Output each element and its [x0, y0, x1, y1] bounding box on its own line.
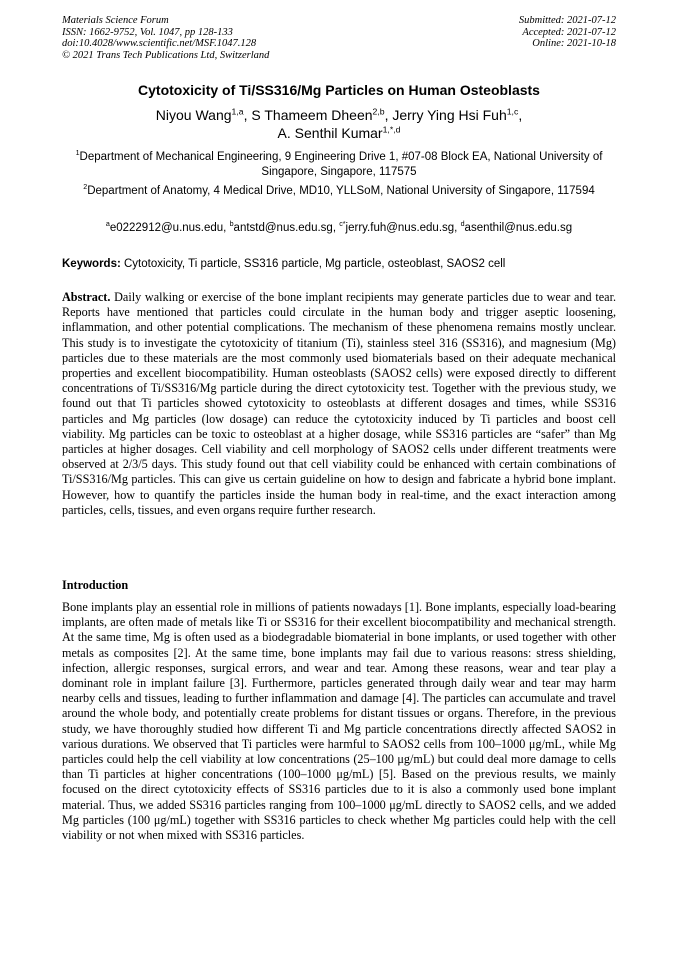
publication-dates — [519, 15, 616, 50]
doi-line: doi:10.4028/www.scientific.net/MSF.1047.128 — [62, 38, 257, 49]
journal-info — [62, 15, 269, 61]
email-address: antstd@nus.edu.sg, — [233, 222, 340, 234]
author-separator: , — [384, 107, 393, 123]
copyright-line: © 2021 Trans Tech Publications Ltd, Switzerland — [62, 49, 270, 61]
accepted-date: Accepted: 2021-07-12 — [522, 26, 616, 38]
author-separator: , — [243, 107, 252, 123]
author-list — [62, 106, 616, 142]
author-name: Jerry Ying Hsi Fuh — [392, 107, 507, 123]
issn-line: ISSN: 1662-9752, Vol. 1047, pp 128-133 — [62, 26, 233, 38]
author-emails — [62, 222, 616, 234]
affiliation-2 — [62, 184, 616, 199]
abstract-text: Daily walking or exercise of the bone implant recipients may generate particles due to wear and tear. Reports have mentioned that particles could circulate in the human body and trigger aseptic loosening, inflammation, and other potential complications. The mechanism of these phenomena remains mostly unclear. This study is to investigate the cytotoxicity of titanium (Ti), stainless steel 316 (SS316), and magnesium (Mg) particles due to these materials are the most commonly used biomaterials based on their adequate mechanical properties and excellent biocompatibility. Human osteoblasts (SAOS2 cells) were exposed directly to different concentrations of Ti/SS316/Mg particle during the direct cytotoxicity test. Together with the previous study, we found out that Ti particles showed cytotoxicity to osteoblasts at different dosages and times, while SS316 particles and Mg particles (low dosage) can reduce the cytotoxicity induced by Ti particles and boost cell viability. Mg particles can be toxic to osteoblast at a higher dosage, while SS316 particles are “safer” than Mg particles at higher dosages. Cell viability and cell morphology of SAOS2 cells under different treatments were observed at 2/3/5 days. This study found out that cell viability could be enhanced with certain combinations of Ti/SS316/Mg particles. This can give us certain guideline on how to design and fabricate a hybrid bone implant. However, how to quantify the particles inside the human body in real-time, and the exact interaction among particles, cells, tissues, and even organs require further research. — [62, 290, 616, 517]
email-address: jerry.fuh@nus.edu.sg, — [345, 222, 461, 234]
email-address: e0222912@u.nus.edu, — [109, 222, 230, 234]
abstract-label: Abstract. — [62, 290, 111, 304]
author-affiliation-mark: 1,a — [231, 106, 244, 117]
email-mark: c* — [339, 220, 346, 229]
keywords-label: Keywords: — [62, 258, 121, 270]
paper-title: Cytotoxicity of Ti/SS316/Mg Particles on Human Osteoblasts — [138, 82, 540, 98]
email-mark: d — [460, 220, 465, 229]
abstract — [62, 290, 616, 518]
email-mark: b — [229, 220, 234, 229]
affiliation-1 — [62, 150, 616, 180]
affiliation-text: Department of Mechanical Engineering, 9 Engineering Drive 1, #07-08 Block EA, National University of Singapore, Singapore, 117575 — [79, 151, 603, 178]
author-name: A. Senthil Kumar — [277, 125, 383, 141]
section-heading-introduction: Introduction — [62, 578, 129, 592]
keywords-text: Cytotoxicity, Ti particle, SS316 particle, Mg particle, osteoblast, SAOS2 cell — [120, 258, 506, 270]
online-date: Online: 2021-10-18 — [532, 38, 616, 49]
affiliation-number: 1 — [75, 149, 80, 158]
submitted-date: Submitted: 2021-07-12 — [518, 15, 616, 26]
email-mark: a — [105, 220, 110, 229]
introduction-paragraph: Bone implants play an essential role in millions of patients nowadays [1]. Bone implants, especially load-bearing implants, are often made of metals like Ti or SS316 for their excellent biocompatibility and mechanical strength. At the same time, Mg is often used as a biodegradable biomaterial in bone implants, or used together with other metals as composites [2]. At the same time, bone implants may fail due to various reasons: stress shielding, infection, allergic responses, surgical errors, and wear and tear. Among these reasons, wear and tear play a dominant role in implant failure [3]. Furthermore, particles generated through daily wear and tear may harm nearby cells and tissues, leading to further inflammation and damage [4]. The particles can accumulate and travel around the whole body, and potentially create problems for distant tissues or organs. Therefore, in the previous study, we have thoroughly studied how different Ti and Mg particle concentrations directly affected SAOS2 in various durations. We observed that Ti particles were harmful to SAOS2 cells from 100–1000 μg/mL, while Mg particles could help the cell viability at low concentrations (25–100 μg/mL) but could deal more damage to cells than Ti particles at higher concentrations (100–1000 μg/mL) [5]. Based on the previous results, we mainly focused on the direct cytotoxicity effects of SS316 particles due to it is also a commonly used bone implant material. Thus, we added SS316 particles ranging from 100–1000 μg/mL directly to SAOS2 cells, and we added Mg particles (100 μg/mL) together with SS316 particles to check whether Mg particles could help with the cell viability or not when mixed with SS316 particles. — [62, 600, 616, 843]
affiliation-number: 2 — [83, 183, 88, 192]
affiliation-text: Department of Anatomy, 4 Medical Drive, MD10, YLLSoM, National University of Singapore, 117594 — [87, 185, 595, 197]
keywords — [62, 258, 616, 270]
author-name: S Thameem Dheen — [251, 107, 373, 123]
author-affiliation-mark: 1,c — [506, 106, 519, 117]
author-name: Niyou Wang — [155, 107, 232, 123]
journal-name: Materials Science Forum — [62, 15, 169, 26]
author-affiliation-mark: 2,b — [372, 106, 385, 117]
email-address: asenthil@nus.edu.sg — [464, 222, 573, 234]
author-affiliation-mark: 1,*,d — [382, 124, 401, 135]
author-separator: , — [518, 107, 523, 123]
